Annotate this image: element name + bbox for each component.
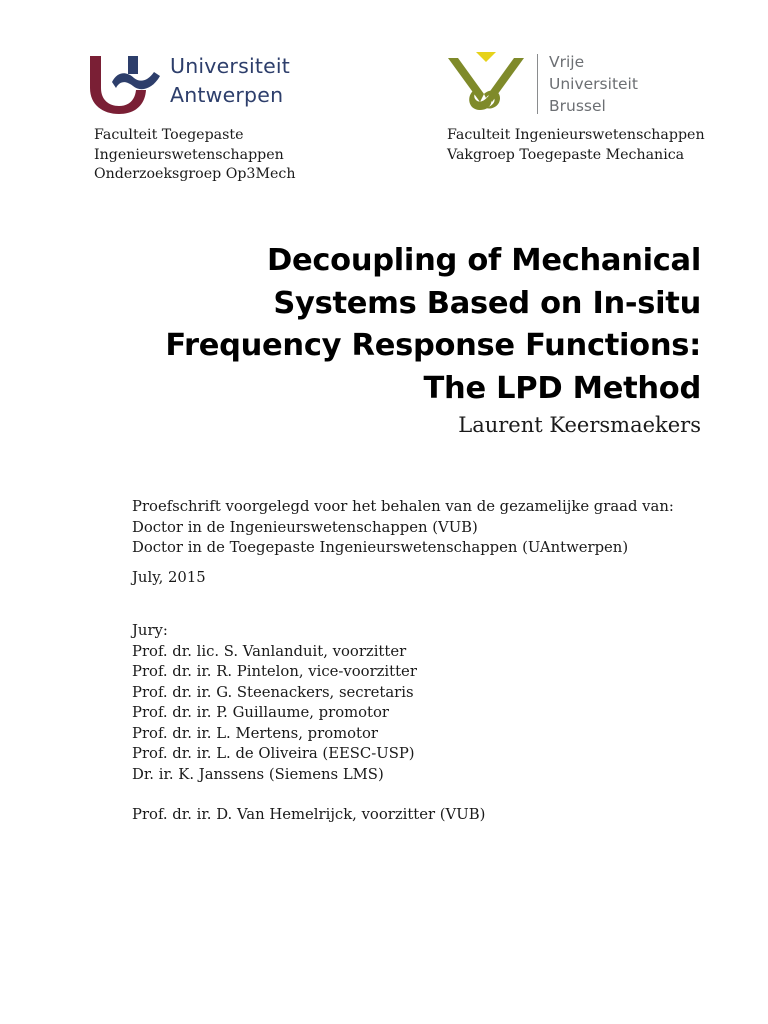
faculty-vub [447,126,705,165]
jury-member: Prof. dr. ir. L. de Oliveira (EESC-USP) [132,745,415,762]
chair-line: Prof. dr. ir. D. Van Hemelrijck, voorzitter (VUB) [132,806,486,823]
degree-line: Doctor in de Toegepaste Ingenieurswetenschappen (UAntwerpen) [132,539,629,556]
thesis-title [165,240,701,410]
jury-list [132,621,417,785]
jury-member: Prof. dr. ir. P. Guillaume, promotor [132,704,389,721]
title-line: The LPD Method [423,370,701,406]
degree-line: Proefschrift voorgelegd voor het behalen van de gezamelijke graad van: [132,498,674,515]
uantwerpen-wordmark-line2: Antwerpen [170,83,284,107]
vub-wordmark-line3: Brussel [549,97,606,115]
vub-wordmark-line2: Universiteit [549,75,638,93]
vub-emblem-icon [446,50,526,116]
vub-logo-divider [537,54,538,114]
uantwerpen-wordmark-line1: Universiteit [170,54,291,78]
faculty-uantwerpen [94,126,295,185]
jury-member: Prof. dr. ir. R. Pintelon, vice-voorzitter [132,663,417,680]
faculty-line: Vakgroep Toegepaste Mechanica [447,146,685,163]
title-line: Decoupling of Mechanical [267,243,701,278]
uantwerpen-wordmark [170,52,290,110]
author-name: Laurent Keersmaekers [458,413,701,437]
title-line: Systems Based on In-situ [273,285,701,321]
vub-logo [446,50,526,120]
vub-wordmark [549,51,638,117]
degree-statement [132,497,674,559]
jury-member: Prof. dr. ir. L. Mertens, promotor [132,724,378,742]
faculty-line: Onderzoeksgroep Op3Mech [94,166,296,182]
faculty-line: Ingenieurswetenschappen [94,146,284,163]
degree-line: Doctor in de Ingenieurswetenschappen (VUB) [132,518,478,536]
faculty-line: Faculteit Toegepaste [94,127,244,143]
vub-wordmark-line1: Vrije [549,53,585,71]
jury-member: Prof. dr. lic. S. Vanlanduit, voorzitter [132,642,407,660]
title-line: Frequency Response Functions: [165,328,701,363]
jury-member: Dr. ir. K. Janssens (Siemens LMS) [132,765,384,783]
uantwerpen-logo [88,50,166,120]
jury-heading: Jury: [132,622,168,639]
defense-date: July, 2015 [132,569,206,586]
faculty-line: Faculteit Ingenieurswetenschappen [447,127,705,143]
jury-member: Prof. dr. ir. G. Steenackers, secretaris [132,683,414,701]
uantwerpen-emblem-icon [88,50,166,116]
